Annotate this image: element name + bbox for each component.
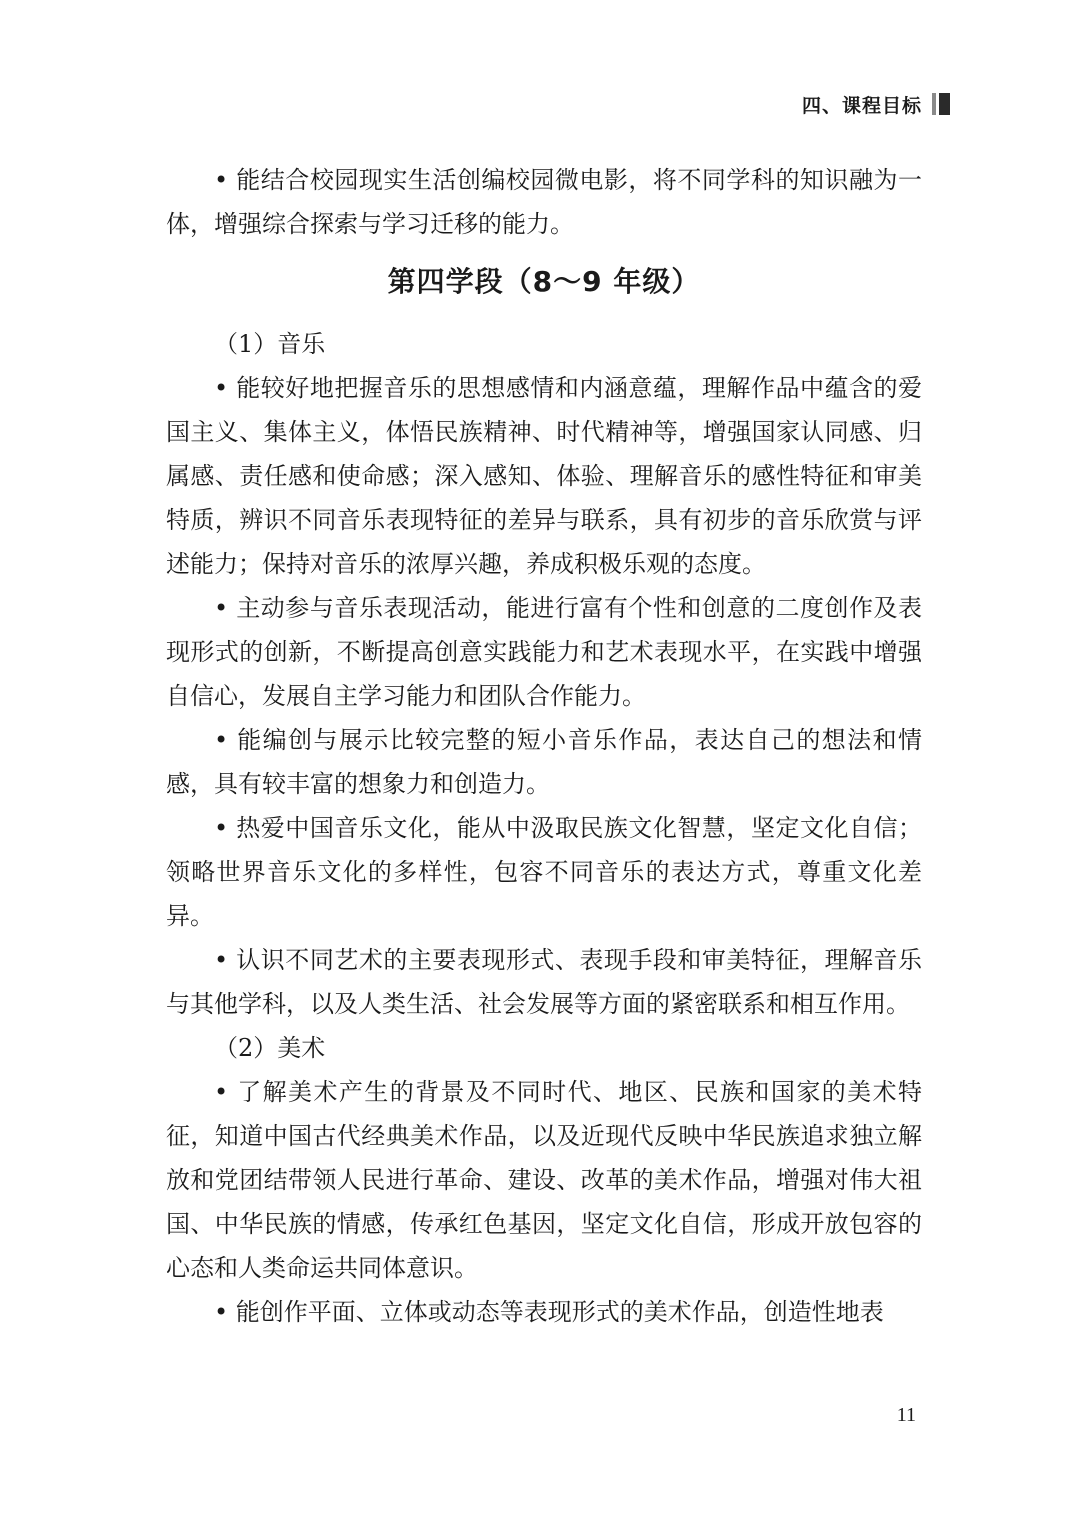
- section-title: 第四学段（8～9 年级）: [387, 265, 701, 298]
- running-header-title: 四、课程目标: [801, 94, 922, 117]
- music-item-5: • 认识不同艺术的主要表现形式、表现手段和审美特征，理解音乐与其他学科，以及人类生活、社会发展等方面的紧密联系和相互作用。: [166, 946, 922, 1018]
- carryover-paragraph: • 能结合校园现实生活创编校园微电影，将不同学科的知识融为一体，增强综合探索与学习迁移的能力。: [166, 166, 922, 238]
- running-header: [802, 90, 950, 118]
- page-number: 11: [896, 1404, 916, 1426]
- art-item-1: • 了解美术产生的背景及不同时代、地区、民族和国家的美术特征，知道中国古代经典美术作品，以及近现代反映中华民族追求独立解放和党团结带领人民进行革命、建设、改革的美术作品，增强对伟大祖国、中华民族的情感，传承红色基因，坚定文化自信，形成开放包容的心态和人类命运共同体意识。: [166, 1078, 922, 1282]
- page-body: [166, 158, 922, 1334]
- header-bar-thick: [939, 93, 950, 115]
- art-heading: （2）美术: [214, 1034, 326, 1062]
- header-bar-thin: [932, 93, 936, 115]
- music-item-2: • 主动参与音乐表现活动，能进行富有个性和创意的二度创作及表现形式的创新，不断提高创意实践能力和艺术表现水平，在实践中增强自信心，发展自主学习能力和团队合作能力。: [166, 594, 922, 710]
- music-item-4: • 热爱中国音乐文化，能从中汲取民族文化智慧，坚定文化自信；领略世界音乐文化的多样性，包容不同音乐的表达方式，尊重文化差异。: [166, 814, 922, 930]
- header-bar-mark-icon: [932, 93, 950, 115]
- music-heading: （1）音乐: [214, 330, 326, 358]
- music-item-1: • 能较好地把握音乐的思想感情和内涵意蕴，理解作品中蕴含的爱国主义、集体主义，体悟民族精神、时代精神等，增强国家认同感、归属感、责任感和使命感；深入感知、体验、理解音乐的感性特征和审美特质，辨识不同音乐表现特征的差异与联系，具有初步的音乐欣赏与评述能力；保持对音乐的浓厚兴趣，养成积极乐观的态度。: [166, 374, 922, 578]
- art-item-2: • 能创作平面、立体或动态等表现形式的美术作品，创造性地表: [214, 1298, 884, 1326]
- music-item-3: • 能编创与展示比较完整的短小音乐作品，表达自己的想法和情感，具有较丰富的想象力和创造力。: [166, 726, 922, 798]
